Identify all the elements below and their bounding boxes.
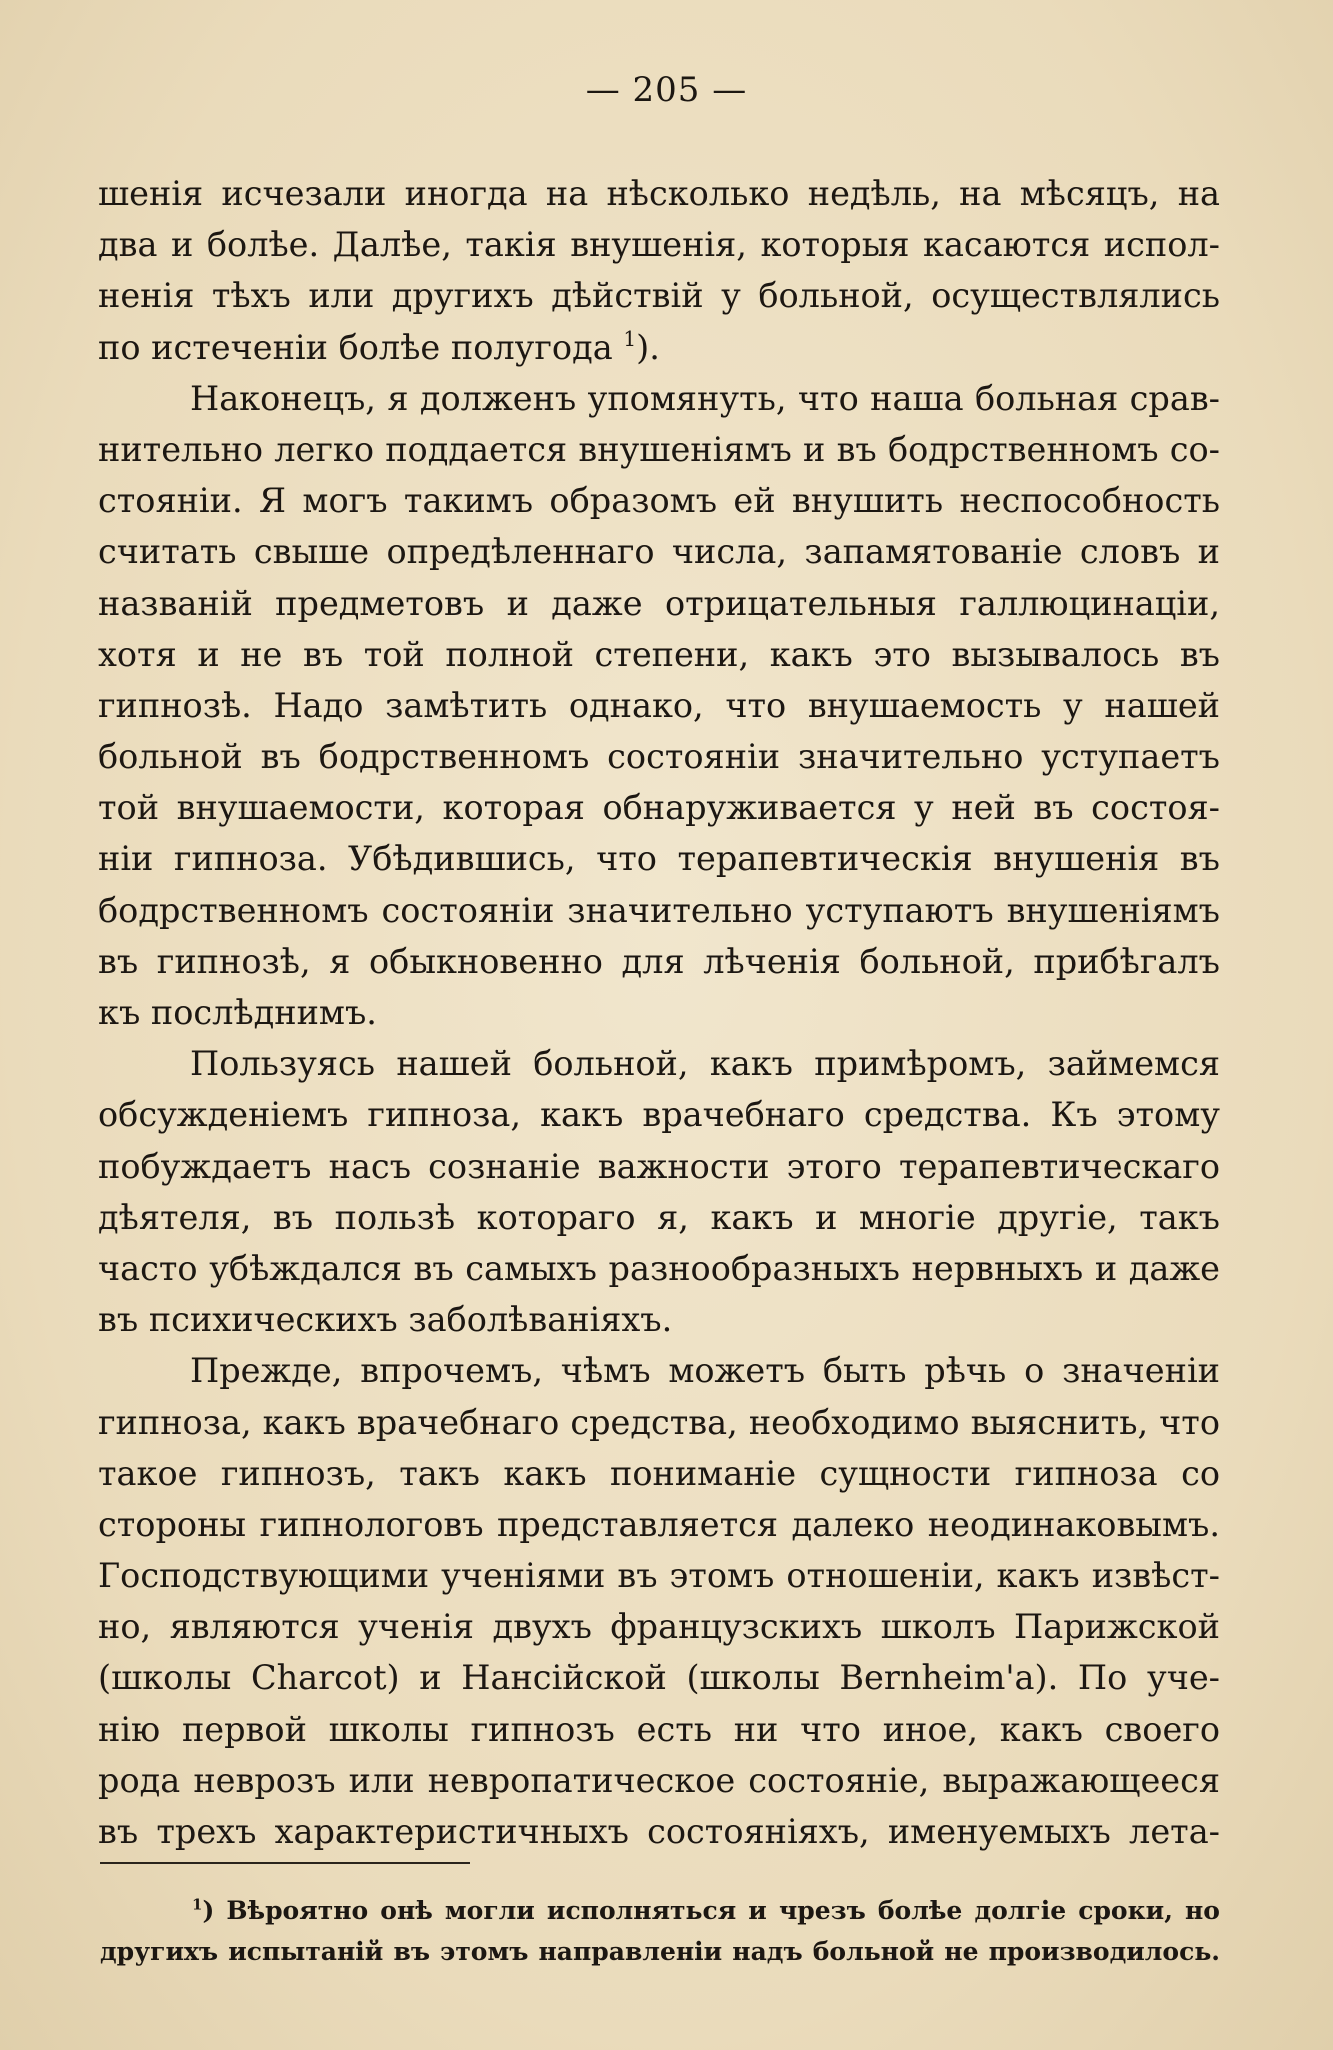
text-line [98, 1294, 1220, 1345]
text-line-content: гипноза, какъ врачебнаго средства, необходимо выяснить, что [98, 1402, 1220, 1442]
text-line-content: ненія тѣхъ или другихъ дѣйствій у больной, осуществлялись [98, 276, 1220, 316]
text-line-content: стороны гипнологовъ представляется далеко неодинаковымъ. [98, 1504, 1220, 1544]
text-line-content: шенія исчезали иногда на нѣсколько недѣль, на мѣсяцъ, на [98, 174, 1220, 213]
text-line [98, 731, 1220, 782]
text-line [98, 936, 1220, 987]
text-line-content: но, являются ученія двухъ французскихъ школъ Парижской [98, 1607, 1220, 1647]
text-line-content: въ трехъ характеристичныхъ состояніяхъ, именуемыхъ лета- [98, 1812, 1220, 1851]
text-line-content: нительно легко поддается внушеніямъ и въ бодрственномъ со- [98, 429, 1220, 469]
text-line [98, 782, 1220, 833]
text-line-tail: ). [636, 327, 660, 367]
footnote-line [100, 1890, 1220, 1931]
text-line [98, 168, 1220, 219]
text-line [98, 1038, 1220, 1089]
text-line [98, 322, 1220, 373]
text-line [98, 1243, 1220, 1294]
footnote [100, 1890, 1220, 1972]
text-line-content: ніи гипноза. Убѣдившись, что терапевтическія внушенія въ [98, 839, 1220, 879]
text-line-content: Прежде, впрочемъ, чѣмъ можетъ быть рѣчь о значеніи [190, 1351, 1220, 1391]
text-line-content: въ психическихъ заболѣваніяхъ. [98, 1300, 673, 1340]
footnote-line: другихъ испытаній въ этомъ направленіи надъ больной не производилось. [100, 1937, 1220, 1966]
text-line [98, 1806, 1220, 1857]
text-line-content: гипнозѣ. Надо замѣтить однако, что внушаемость у нашей [98, 685, 1220, 725]
text-line-content: больной въ бодрственномъ состояніи значительно уступаетъ [98, 737, 1220, 777]
text-line-content: два и болѣе. Далѣе, такія внушенія, которыя касаются испол- [98, 225, 1220, 265]
text-line-content: дѣятеля, въ пользѣ котораго я, какъ и многіе другіе, такъ [98, 1197, 1220, 1237]
footnote-reference: 1 [623, 326, 637, 351]
text-line-content: бодрственномъ состояніи значительно уступаютъ внушеніямъ [98, 890, 1220, 930]
text-line-content: побуждаетъ насъ сознаніе важности этого терапевтическаго [98, 1146, 1220, 1186]
text-line-content: нію первой школы гипнозъ есть ни что иное, какъ своего [98, 1709, 1220, 1749]
text-line [98, 1141, 1220, 1192]
text-line-content: въ гипнозѣ, я обыкновенно для лѣченія больной, прибѣгалъ [98, 941, 1220, 981]
body-text [98, 168, 1220, 1857]
text-line [98, 219, 1220, 270]
text-line-content: рода неврозъ или невропатическое состояніе, выражающееся [98, 1760, 1220, 1800]
text-line-content: названій предметовъ и даже отрицательныя галлюцинаціи, [98, 583, 1220, 623]
text-line [98, 424, 1220, 475]
text-line [98, 270, 1220, 321]
text-line [98, 578, 1220, 629]
text-line [98, 1345, 1220, 1396]
page-number: — 205 — [585, 70, 748, 110]
text-line [98, 526, 1220, 577]
footnote-rule [100, 1862, 470, 1864]
text-line [98, 1448, 1220, 1499]
text-line [98, 1192, 1220, 1243]
text-line [98, 1755, 1220, 1806]
text-line-content: часто убѣждался въ самыхъ разнообразныхъ нервныхъ и даже [98, 1248, 1220, 1288]
text-line-content: Господствующими ученіями въ этомъ отношеніи, какъ извѣст- [98, 1556, 1220, 1596]
text-line [98, 1499, 1220, 1550]
text-line [98, 1652, 1220, 1703]
text-line [98, 680, 1220, 731]
text-line-content: къ послѣднимъ. [98, 993, 377, 1032]
text-line-content: по истеченіи болѣе полугода [98, 327, 624, 367]
text-line [98, 833, 1220, 884]
text-line [98, 885, 1220, 936]
text-line-content: считать свыше опредѣленнаго числа, запамятованіе словъ и [98, 532, 1220, 572]
text-line-content: такое гипнозъ, такъ какъ пониманіе сущности гипноза со [98, 1453, 1220, 1493]
text-line [98, 1397, 1220, 1448]
text-line [98, 1089, 1220, 1140]
text-line [98, 1601, 1220, 1652]
footnote-line-text: ) Вѣроятно онѣ могли исполняться и чрезъ болѣе долгіе сроки, но [202, 1896, 1220, 1925]
text-line-content: обсужденіемъ гипноза, какъ врачебнаго средства. Къ этому [98, 1095, 1220, 1135]
text-line [98, 629, 1220, 680]
text-line-content: той внушаемости, которая обнаруживается у ней въ состоя- [98, 788, 1220, 828]
text-line-content: стояніи. Я могъ такимъ образомъ ей внушить неспособность [98, 481, 1220, 521]
text-line-content: Пользуясь нашей больной, какъ примѣромъ, займемся [190, 1044, 1220, 1084]
text-line-content: (школы Charcot) и Нансійской (школы Bernheim'а). По уче- [98, 1658, 1220, 1698]
text-line [98, 475, 1220, 526]
text-line [98, 1550, 1220, 1601]
text-line [98, 1704, 1220, 1755]
text-line [98, 373, 1220, 424]
footnote-marker: 1 [192, 1895, 203, 1914]
text-line-content: хотя и не въ той полной степени, какъ это вызывалось въ [98, 634, 1220, 674]
text-line [98, 987, 1220, 1038]
text-line-content: Наконецъ, я долженъ упомянуть, что наша больная срав- [190, 378, 1220, 418]
